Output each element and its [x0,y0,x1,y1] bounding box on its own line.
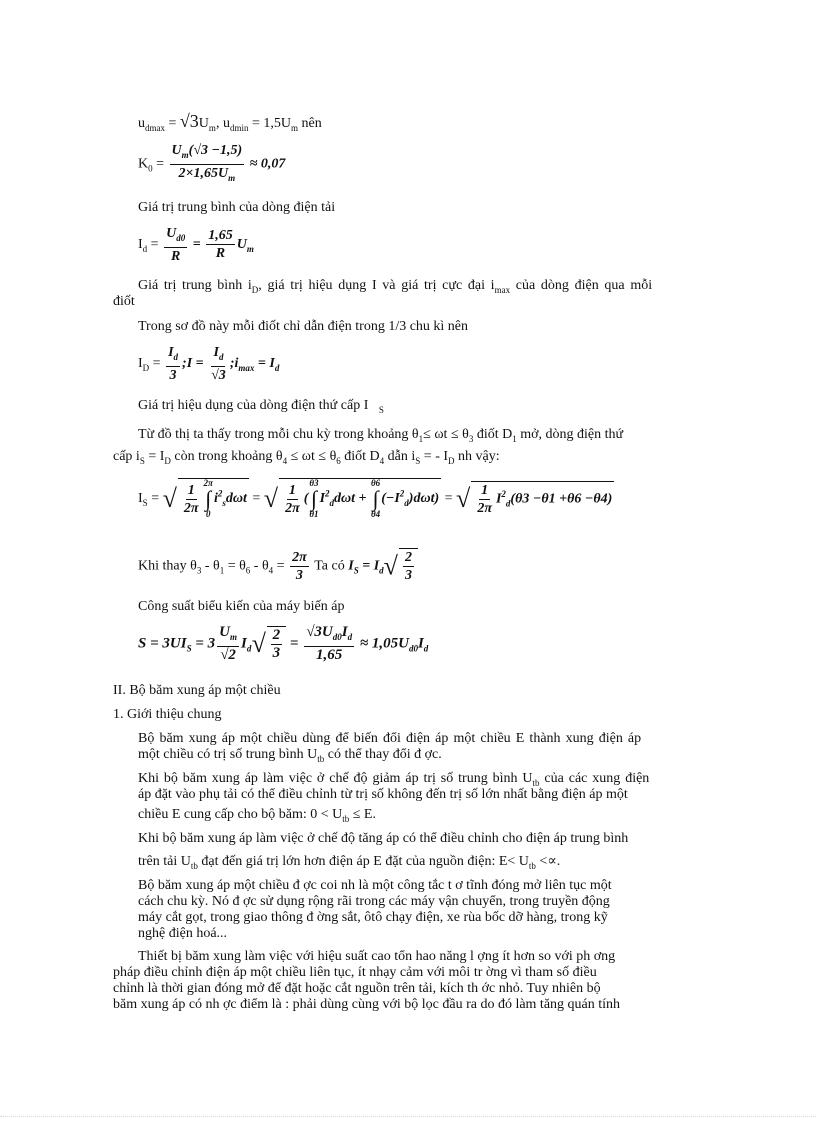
p2-line3 [138,806,376,828]
p2-line2: áp đặt vào phụ tải có thể điều chỉnh từ trị số không đến trị số lớn nhất bằng điện áp một [138,787,628,802]
eq-text: 3 [169,367,177,383]
eq-sub: m [246,243,254,254]
text: còn trong khoảng θ [170,449,283,464]
eq-sub: dmax [145,122,165,133]
eq-text: (θ3 −θ1 +θ6 −θ4) [510,491,613,507]
text: Giá trị trung bình i [138,278,252,293]
eq-sub: m [229,632,237,642]
p5-line2: pháp điều chỉnh điện áp một chiều liên tục, ít nhạy cảm với môi tr ờng vì tham số điều [113,965,597,980]
eq-text: = θ [224,558,246,574]
int-upper: θ3 [309,478,319,488]
text: mở, dòng điện thứ [516,427,624,442]
eq-text: R [170,248,181,264]
sub: 3 [468,433,474,444]
sub: 1 [418,433,424,444]
text: điốt D [340,449,380,464]
eq-sub: s [222,498,226,509]
eq-text: = 3 [191,635,216,652]
sqrt-symbol: √ [251,629,266,658]
eq-text: I [168,345,174,360]
eq-text: I [495,491,502,507]
eq-text: I [213,345,219,360]
int-lower: θ1 [309,509,319,519]
p-secondary [138,397,384,419]
s-fraction-2 [304,624,354,664]
eq-text: = [273,558,289,574]
int-lower: 0 [205,509,211,519]
eq-text: I [138,491,143,507]
eq-text: I [241,635,247,652]
eq-sub: d [505,498,511,509]
eq-is [138,478,614,519]
eq-text: 1 [288,482,296,498]
text: đạt đến giá trị lớn hơn điện áp E đặt của nguồn điện: E< U [197,854,529,869]
p5-line3: chỉnh là thời gian đóng mở để đặt hoặc cắt nguồn trên tải, kích th ớc nhỏ. Tuy nhiên bộ [113,981,601,996]
integral-symbol: ∫ [310,486,317,511]
eq-sub: max [238,362,255,373]
p-avg-current: Giá trị trung bình của dòng điện tải [138,200,336,215]
eq-text: = I [358,558,380,574]
int-lower: θ4 [371,509,381,519]
eq-text: ( [303,491,309,507]
eq-text: S = 3UI [138,635,187,652]
eq-sup: 2 [399,488,405,499]
eq-text: U [171,143,182,158]
k0-fraction [170,142,245,187]
eq-id [138,225,254,265]
eq-sub: S [186,643,192,654]
eq-text: 2π [292,550,307,565]
sub: tb [317,753,325,764]
id-fraction-1 [164,225,187,265]
id-fraction-2 [206,227,235,262]
eq-text: = [152,156,168,172]
eq-s [138,624,428,664]
eq-text: U [236,237,247,253]
eq-text: 2π [285,500,300,516]
integral-symbol: ∫ [372,486,379,511]
p1-line1: Bộ băm xung áp một chiều dùng để biến đổi điện áp một chiều E thành xung điện áp [138,731,642,746]
eq-text: 1 [187,482,195,498]
p1-line2 [138,746,442,768]
eq-text: 1,65 [208,228,233,244]
p-diode-2: điốt [113,294,135,309]
p4-line2: cách chu kỳ. Nó đ ợc sử dụng rộng rãi trong các máy vận chuyển, trong truyền động [138,894,610,909]
eq-sub: 1 [219,565,225,576]
eq-text: √2 [220,647,236,663]
eq-text: = [149,356,165,372]
eq-text: = 1,5U [248,116,291,131]
text: Giá trị hiệu dụng của dòng điện thứ cấp I [138,398,369,413]
eq-text: 2 [272,626,281,643]
text: nh vậy: [454,449,500,464]
eq-text: ≈ 1,05U [356,635,409,652]
text: Khi bộ băm xung áp làm việc ở chế độ giảm áp trị số trung bình U [138,771,533,786]
eq-text: - θ [201,558,220,574]
eq-text: U [219,624,230,640]
sub: tb [342,813,350,824]
sqrt-symbol: √ [263,484,279,513]
eq-text: )dωt) [408,491,440,507]
eq-text: 2 [404,550,412,565]
eq-text: 3 [295,568,303,583]
eq-text: dωt [225,491,247,507]
eq-sub: d [329,498,335,509]
eq-text: √3 [211,367,226,383]
is-radicand-3 [471,481,614,517]
eq-sub: d [246,643,252,654]
eq-sup: 2 [325,488,330,499]
text: dẫn i [384,449,416,464]
sub: D [251,284,259,295]
eq-sub: 0 [148,163,153,174]
eq-text: (√3 −1,5) [188,143,243,158]
eq-text: I [319,491,326,507]
p3-line2 [138,853,560,875]
sub: 4 [282,455,288,466]
id2-fraction-2 [209,344,228,384]
int-upper: 2π [203,478,213,488]
eq-sub: d [274,362,280,373]
eq-text: (−I [381,491,400,507]
eq-sub: 3 [196,565,202,576]
eq-text: = [147,237,163,253]
sub: S [139,455,145,466]
text: ≤ ωt ≤ θ [423,427,469,442]
p-graph-1 [138,426,623,448]
eq-sub: d [347,632,353,642]
eq-text: I [417,635,424,652]
sub: max [494,284,511,295]
eq-text: = [441,491,457,507]
sub: 1 [512,433,517,444]
eq-sub: m [208,122,216,133]
eq-text: = [147,491,163,507]
sub: S [415,455,421,466]
text: có thể thay đổi đ ợc. [324,747,442,762]
text: <∝. [535,854,561,869]
eq-khi [138,548,418,584]
eq-sub: dmin [229,122,249,133]
is-radicand-1 [178,478,249,519]
s-radicand [267,626,287,662]
eq-text: 2π [477,500,492,516]
text: , giá trị hiệu dụng I và giá trị cực đại i [258,278,495,293]
text: = - I [420,449,449,464]
eq-text: 2×1,65U [178,165,229,181]
eq-sup: 2 [217,488,223,499]
eq-text: dωt + [334,491,371,507]
text: một chiều có trị số trung bình U [138,747,318,762]
sub: 6 [336,455,341,466]
eq-sub: 6 [245,565,251,576]
eq-text: , u [215,116,230,131]
eq-text: = [189,237,205,253]
eq-sub: d [142,243,148,254]
text: ≤ ωt ≤ θ [287,449,337,464]
section-heading: II. Bộ băm xung áp một chiều [113,683,281,698]
text: ≤ E. [349,807,376,822]
p-conduct: Trong sơ đồ này mỗi điốt chỉ dẫn điện trong 1/3 chu kì nên [138,319,469,334]
text: cấp i [113,449,140,464]
integral-symbol: ∫ [205,486,212,511]
eq-text: 1 [481,482,489,498]
eq-sub: S [142,498,148,509]
s-fraction-1 [217,624,239,664]
text: trên tải U [138,854,191,869]
eq-sub: m [181,149,189,160]
sqrt-symbol: √ [383,551,398,581]
eq-text: R [215,246,226,262]
p-diode-1 [138,277,652,299]
eq-text: = [286,635,303,652]
khi-fraction [290,549,309,584]
eq-sub: d [404,498,409,509]
int-upper: θ6 [371,478,381,488]
text: điốt D [473,427,513,442]
eq-text: 2π [183,500,199,516]
page-bottom-rule [0,1116,816,1117]
eq-text: = [248,491,264,507]
eq-sub: 4 [268,565,274,576]
eq-text: ;i [229,356,239,372]
eq-text: I [138,237,143,253]
eq-sub: d0 [176,232,186,243]
text: = I [144,449,165,464]
subsection-heading: 1. Giới thiệu chung [113,707,222,722]
sub: 4 [379,455,385,466]
eq-text: 1,65 [316,647,343,663]
eq-sub: m [228,172,236,183]
eq-text: i [213,491,218,507]
eq-text: I [341,624,348,640]
sqrt-symbol: √ [162,484,177,513]
p4-line3: máy cắt gọt, trong giao thông đ ờng sắt, ôtô chạy điện, xe rùa bốc dỡ hàng, trong kỹ [138,910,608,925]
eq-sub: d [173,351,179,362]
eq-text: √3U [306,624,333,640]
sqrt-symbol: √ [456,484,471,513]
eq-text: - θ [250,558,269,574]
eq-text: = [165,116,180,131]
eq-sub: D [142,362,150,373]
p5-line4: băm xung áp có nh ợc điểm là : phải dùng cùng với bộ lọc đầu ra do đó làm tăng quán tính [113,997,621,1012]
eq-text: 3 [404,568,412,583]
sqrt3-symbol: √3 [179,111,199,131]
eq-text: u [138,116,145,131]
khi-radicand [399,548,418,584]
text: của dòng điện qua mỗi [510,278,653,293]
eq-text: U [166,226,177,241]
eq-text: ;I = [182,356,208,372]
eq-text: 3 [272,644,281,661]
eq-text: nên [297,116,322,131]
sub: D [164,455,171,466]
eq-text: K [138,156,149,172]
eq-sub: S [353,565,359,576]
eq-text: I [138,356,143,372]
p4-line4: nghệ điện hoá... [138,926,228,941]
eq-id2 [138,344,279,384]
p5-line1: Thiết bị băm xung làm việc với hiệu suất cao tổn hao năng l ợng ít hơn so với ph ơng [138,949,616,964]
sub: tb [528,860,536,871]
text: Từ đồ thị ta thấy trong mỗi chu kỳ trong khoảng θ [138,427,419,442]
eq-sub: m [290,122,298,133]
p-apparent: Công suất biểu kiến của máy biến áp [138,599,345,614]
eq-text: = I [254,356,275,372]
eq-text: Ta có [310,558,349,574]
eq-sub: d [423,643,429,654]
eq-text: Khi thay θ [138,558,197,574]
eq-sub: d0 [332,632,342,642]
eq-sub: d [218,351,224,362]
id2-fraction-1 [166,344,180,384]
p4-line1: Bộ băm xung áp một chiều đ ợc coi nh là một công tắc t ơ tĩnh đóng mở liên tục một [138,878,612,893]
eq-text: ≈ 0,07 [246,156,286,172]
eq-text: I [348,558,354,574]
eq-sup: 2 [501,488,506,499]
eq-sub: d0 [408,643,418,654]
eq-sub: d [379,565,384,576]
sub: tb [532,777,540,788]
eq-udmax [138,112,322,137]
text: của các xung điện [539,771,650,786]
eq-text: U [198,116,209,131]
p-graph-2 [113,448,500,470]
sub: tb [190,860,198,871]
eq-k0 [138,142,285,187]
is-radicand-2 [279,478,441,519]
sub: D [448,455,455,466]
text: chiều E cung cấp cho bộ băm: 0 < U [138,807,343,822]
p3-line1: Khi bộ băm xung áp làm việc ở chế độ tăng áp có thể điều chỉnh cho điện áp trung bình [138,831,629,846]
sub: S [378,404,384,415]
